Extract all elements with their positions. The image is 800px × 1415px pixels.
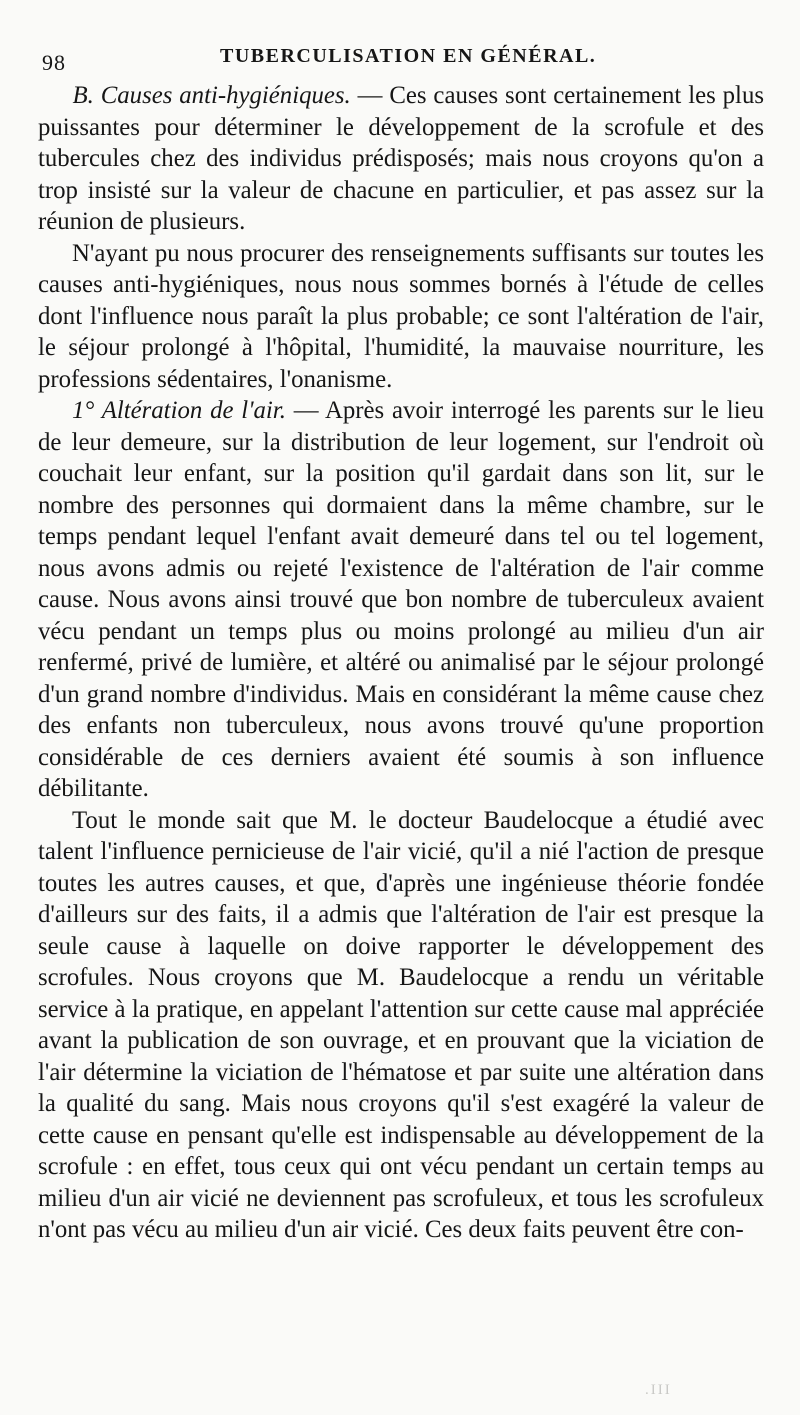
paragraph-text: — Après avoir interrogé les parents sur le lieu de leur demeure, sur la distribution de leur logement, sur l'endroit où couchait leur enfant, sur la position qu'il gardait dans son lit, sur le nombre des personnes qui dormaient dans la même chambre, sur le temps pendant lequel l'enfant avait demeuré dans tel ou tel logement, nous avons admis ou rejeté l'existence de l'altération de l'air comme cause. Nous avons ainsi trouvé que bon nombre de tuberculeux avaient vécu pendant un temps plus ou moins prolongé au milieu d'un air renfermé, privé de lumière, et altéré ou animalisé par le séjour prolongé d'un grand nombre d'individus. Mais en considérant la même cause chez des enfants non tuberculeux, nous avons trouvé qu'une proportion considérable de ces derniers avaient été soumis à son influence débilitante.: [38, 397, 764, 802]
section-heading-1: 1° Altération de l'air.: [72, 397, 286, 424]
paragraph-text: Tout le monde sait que M. le docteur Baudelocque a étudié avec talent l'influence pernicieuse de l'air vicié, qu'il a nié l'action de presque toutes les autres causes, et que, d'après une ingénieuse théorie fondée d'ailleurs sur des faits, il a admis que l'altération de l'air est presque la seule cause à laquelle on doive rapporter le développement des scrofules. Nous croyons que M. Baudelocque a rendu un véritable service à la pratique, en appelant l'attention sur cette cause mal appréciée avant la publication de son ouvrage, et en prouvant que la viciation de l'air détermine la viciation de l'hématose et par suite une altération dans la qualité du sang. Mais nous croyons qu'il s'est exagéré la valeur de cette cause en pensant qu'elle est indispensable au développement de la scrofule : en effet, tous ceux qui ont vécu pendant un certain temps au milieu d'un air vicié ne deviennent pas scrofuleux, et tous les scrofuleux n'ont pas vécu au milieu d'un air vicié. Ces deux faits peuvent être con-: [38, 806, 764, 1243]
body-text: [38, 80, 764, 1246]
paragraph-text: — Ces causes sont certainement les plus puissantes pour déterminer le développement de la scrofule et des tubercules chez des individus prédisposés; mais nous croyons qu'on a trop insisté sur la valeur de chacune en particulier, et pas assez sur la réunion de plusieurs.: [38, 82, 764, 235]
paragraph-alteration-air: [38, 395, 764, 805]
paragraph-causes-anti-hygieniques: [38, 80, 764, 238]
section-heading-b: B. Causes anti-hygiéniques.: [72, 82, 351, 109]
running-title: TUBERCULISATION EN GÉNÉRAL.: [220, 45, 597, 67]
signature-mark: .III: [645, 1382, 672, 1398]
paragraph-renseignements: [38, 238, 764, 396]
paragraph-text: N'ayant pu nous procurer des renseignements suffisants sur toutes les causes anti-hygiéniques, nous nous sommes bornés à l'étude de celles dont l'influence nous paraît la plus probable; ce sont l'altération de l'air, le séjour prolongé à l'hôpital, l'humidité, la mauvaise nourriture, les professions sédentaires, l'onanisme.: [38, 239, 764, 393]
paragraph-baudelocque: [38, 805, 764, 1246]
page-header: [0, 40, 800, 80]
page-number: 98: [42, 50, 66, 75]
